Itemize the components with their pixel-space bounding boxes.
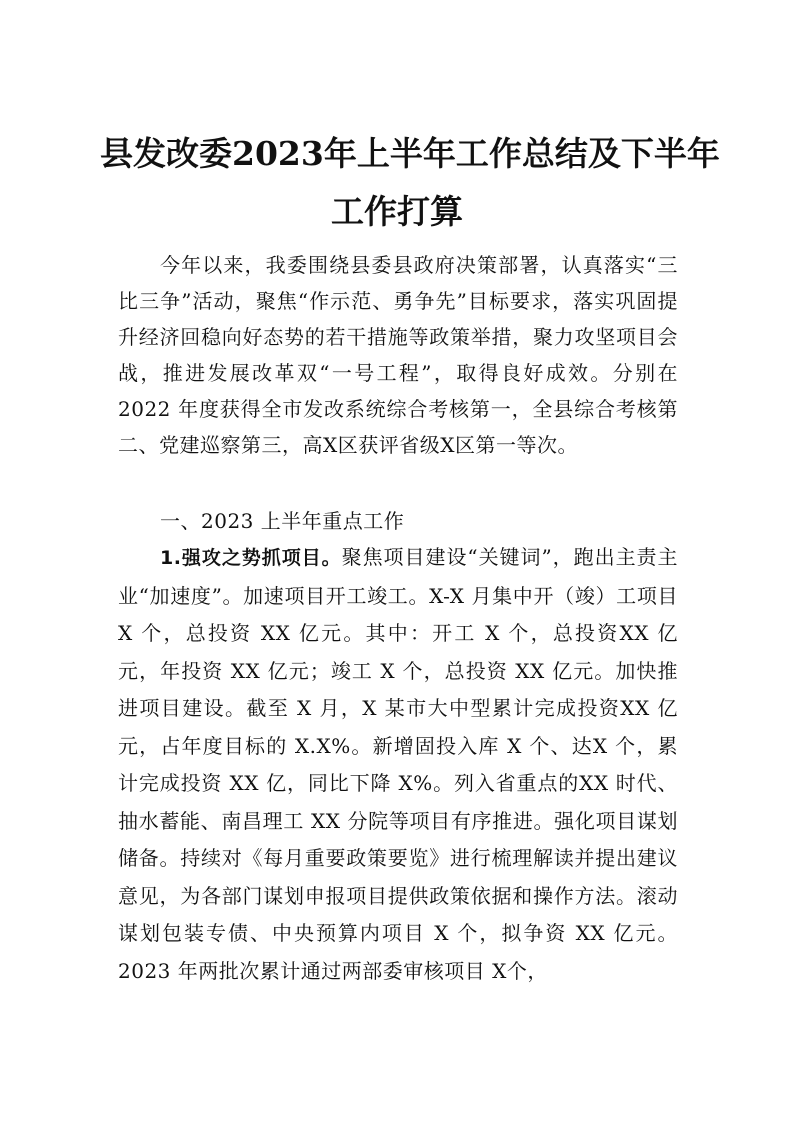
item-1-paragraph (118, 539, 678, 990)
intro-paragraph: 今年以来，我委围绕县委县政府决策部署，认真落实“三比三争”活动，聚焦“作示范、勇争先”目标要求，落实巩固提升经济回稳向好态势的若干措施等政策举措，聚力攻坚项目会战，推进发展改革双“一号工程”，取得良好成效。分别在 2022 年度获得全市发改系统综合考核第一，全县综合考核第二、党建巡察第三，高X区获评省级X区第一等次。 (118, 253, 678, 457)
section-1-heading: 一、2023 上半年重点工作 (160, 509, 405, 533)
item-1-lead: 1.强攻之势抓项目。 (160, 547, 342, 569)
item-1-body: 聚焦项目建设“关键词”，跑出主责主业“加速度”。加速项目开工竣工。X-X 月集中开（竣）工项目 X 个，总投资 XX 亿元。其中：开工 X 个，总投资XX 亿元，年投资 XX 亿元；竣工 X 个，总投资 XX 亿元。加快推进项目建设。截至 X 月，X 某市大中型累计完成投资XX 亿元，占年度目标的 X.X%。新增固投入库 X 个、达X 个，累计完成投资 XX 亿，同比下降 X%。列入省重点的XX 时代、抽水蓄能、南昌理工 XX 分院等项目有序推进。强化项目谋划储备。持续对《每月重要政策要览》进行梳理解读并提出建议意见，为各部门谋划申报项目提供政策依据和操作方法。滚动谋划包装专债、中央预算内项目 X 个，拟争资 XX 亿元。2023 年两批次累计通过两部委审核项目 X个， (118, 545, 678, 983)
document-title-line-2: 工作打算 (331, 192, 463, 231)
document-title-line-1: 县发改委2023年上半年工作总结及下半年 (100, 134, 720, 173)
